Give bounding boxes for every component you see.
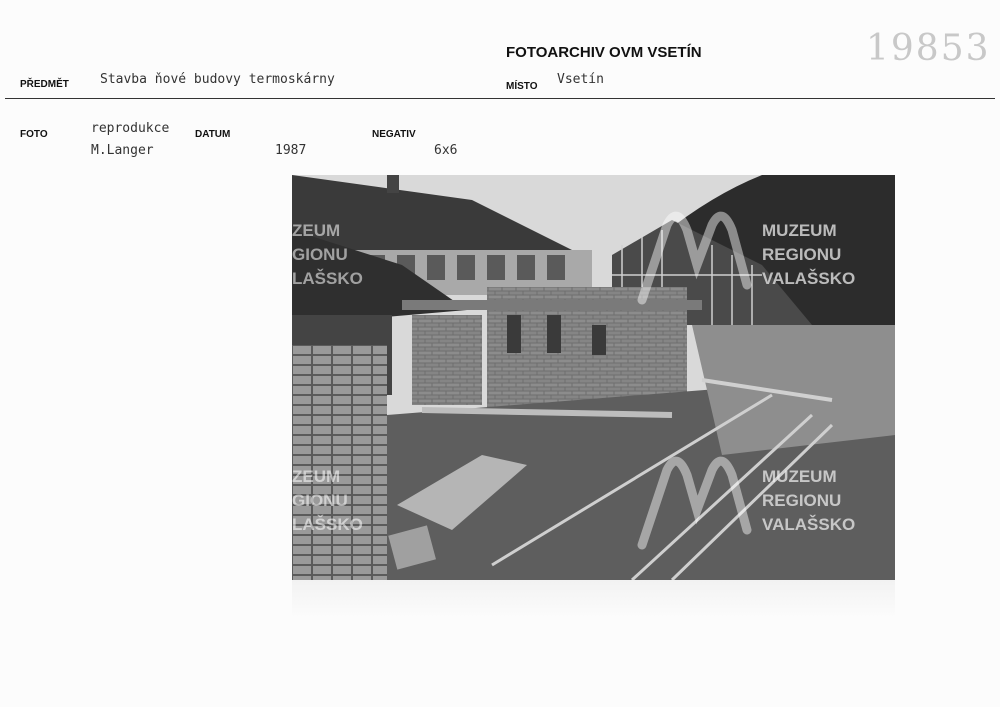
archive-title: FOTOARCHIV OVM VSETÍN [506,44,702,61]
watermark-left-top [292,219,363,291]
watermark-line: GIONU [292,491,348,510]
datum-value: 1987 [275,143,307,158]
datum-label: DATUM [195,129,231,140]
watermark-line: REGIONU [762,245,842,264]
predmet-label: PŘEDMĚT [20,79,69,90]
watermark-right-top [762,219,855,291]
misto-value: Vsetín [557,72,604,87]
negativ-label: NEGATIV [372,129,416,140]
foto-value-line1: reprodukce [91,121,170,136]
watermark-line: GIONU [292,245,348,264]
inventory-number-stamp: 19853 [866,28,991,69]
museum-logo-watermark [632,205,762,305]
chimney [387,175,399,193]
predmet-value: Stavba ňové budovy termoskárny [100,72,335,87]
photo-mount-edge [292,580,895,618]
watermark-line: VALAŠSKO [762,515,856,534]
misto-label: MÍSTO [506,81,538,92]
brick-wall-left [412,315,482,405]
watermark-line: MUZEUM [762,467,837,486]
foto-value-line2: M.Langer [91,143,154,158]
watermark-line: LAŠSKO [292,269,363,288]
negativ-value: 6x6 [434,143,458,158]
museum-logo-watermark [632,450,762,550]
watermark-line: MUZEUM [762,221,837,240]
brick-stack [292,345,387,580]
archive-photograph [292,175,895,580]
watermark-line: ZEUM [292,467,341,486]
watermark-line: ZEUM [292,221,341,240]
header-divider [5,98,995,99]
watermark-line: REGIONU [762,491,842,510]
watermark-left-bottom [292,465,363,537]
watermark-line: VALAŠSKO [762,269,856,288]
foto-label: FOTO [20,129,48,140]
work-yard [692,325,895,455]
watermark-right-bottom [762,465,855,537]
watermark-line: LAŠSKO [292,515,363,534]
